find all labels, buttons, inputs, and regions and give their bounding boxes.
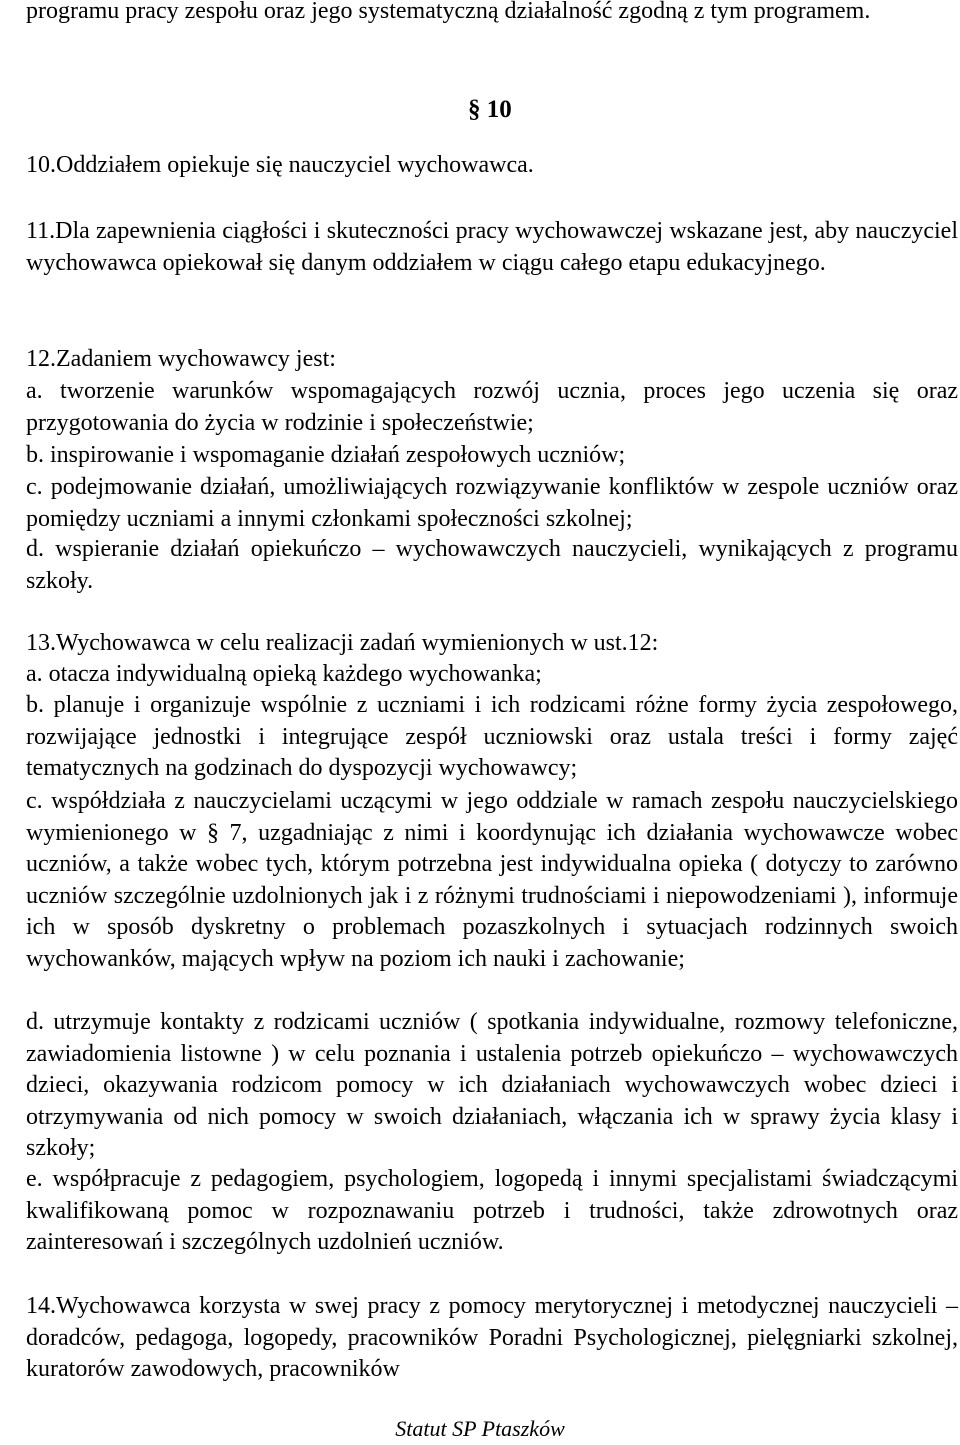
- paragraph-13-item-c: c. współdziała z nauczycielami uczącymi w jego oddziale w ramach zespołu nauczycielskiego wymienionego w § 7, uzgadniając z nimi i koordynując ich działania wychowawcze wobec uczniów, a także wobec tych, którym potrzebna jest indywidualna opieka ( dotyczy to zarówno uczniów szczególnie uzdolnionych jak i z różnymi trudnościami i niepowodzeniami ), informuje ich w sposób dyskretny o problemach pozaszkolnych i sytuacjach rodzinnych swoich wychowanków, mających wpływ na poziom ich nauki i zachowanie;: [26, 788, 958, 972]
- paragraph-13-item-d: d. utrzymuje kontakty z rodzicami uczniów ( spotkania indywidualne, rozmowy telefoniczne, zawiadomienia listowne ) w celu poznania i ustalenia potrzeb opiekuńczo – wychowawczych dzieci, okazywania rodzicom pomocy w ich działaniach wychowawczych wobec dzieci i otrzymywania od nich pomocy w swoich działaniach, włączania ich w sprawy życia klasy i szkoły;: [26, 1009, 958, 1161]
- paragraph-13-item-e: e. współpracuje z pedagogiem, psychologiem, logopedą i innymi specjalistami świadczącymi kwalifikowaną pomoc w rozpoznawaniu potrzeb i trudności, także zdrowotnych oraz zainteresowań i szczególnych uzdolnień uczniów.: [26, 1166, 958, 1255]
- page-footer: Statut SP Ptaszków: [395, 1416, 565, 1441]
- intro-paragraph: programu pracy zespołu oraz jego systematyczną działalność zgodną z tym programem.: [26, 0, 871, 24]
- paragraph-12-item-c: c. podejmowanie działań, umożliwiających rozwiązywanie konfliktów w zespole uczniów oraz pomiędzy uczniami a innymi członkami społeczności szkolnej;: [26, 474, 958, 532]
- paragraph-14: 14.Wychowawca korzysta w swej pracy z pomocy merytorycznej i metodycznej nauczycieli – doradców, pedagoga, logopedy, pracowników Poradni Psychologicznej, pielęgniarki szkolnej, kuratorów zawodowych, pracowników: [26, 1293, 958, 1382]
- paragraph-10: 10.Oddziałem opiekuje się nauczyciel wychowawca.: [26, 152, 534, 178]
- paragraph-12-item-b: b. inspirowanie i wspomaganie działań zespołowych uczniów;: [26, 442, 626, 468]
- paragraph-13-item-a: a. otacza indywidualną opieką każdego wychowanka;: [26, 661, 542, 687]
- paragraph-13-item-b: b. planuje i organizuje wspólnie z uczniami i ich rodzicami różne formy życia zespołowego, rozwijające jednostki i integrujące zespół uczniowski oraz ustala treści i formy zajęć tematycznych na godzinach do dyspozycji wychowawcy;: [26, 692, 958, 781]
- paragraph-11: 11.Dla zapewnienia ciągłości i skuteczności pracy wychowawczej wskazane jest, aby nauczyciel wychowawca opiekował się danym oddziałem w ciągu całego etapu edukacyjnego.: [26, 218, 958, 276]
- paragraph-13-heading: 13.Wychowawca w celu realizacji zadań wymienionych w ust.12:: [26, 630, 659, 656]
- paragraph-12-item-d: d. wspieranie działań opiekuńczo – wychowawczych nauczycieli, wynikających z programu szkoły.: [26, 536, 958, 594]
- section-heading: § 10: [468, 96, 512, 123]
- paragraph-12-item-a: a. tworzenie warunków wspomagających rozwój ucznia, proces jego uczenia się oraz przygotowania do życia w rodzinie i społeczeństwie;: [26, 378, 958, 436]
- paragraph-12-heading: 12.Zadaniem wychowawcy jest:: [26, 346, 336, 372]
